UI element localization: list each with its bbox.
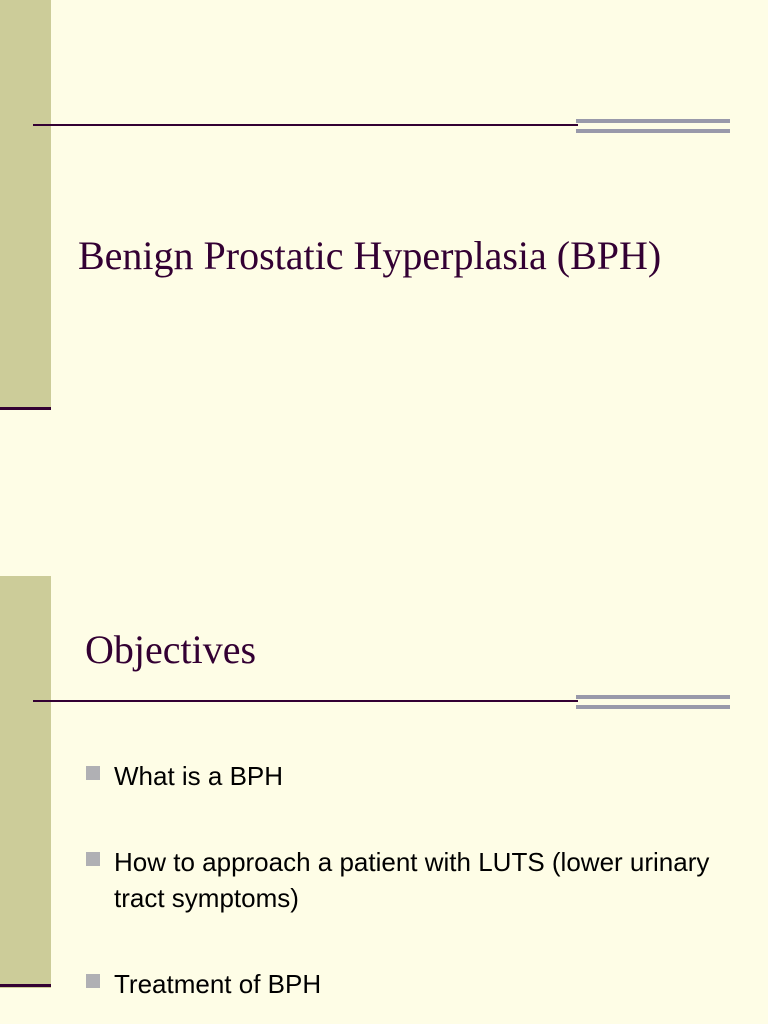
slide2-accent-bar-lower: [576, 705, 730, 709]
list-item-text: Treatment of BPH: [114, 969, 322, 999]
list-item-text: What is a BPH: [114, 761, 284, 791]
slide1-title: Benign Prostatic Hyperplasia (BPH): [78, 233, 662, 278]
list-item-text: How to approach a patient with LUTS (lower urinary tract symptoms): [114, 847, 710, 913]
objectives-list: [86, 758, 726, 1002]
square-bullet-icon: [86, 766, 100, 780]
slide2-accent-bar: [576, 695, 730, 699]
list-item: [86, 844, 726, 916]
slide2-sidebar-tick: [0, 984, 51, 987]
slide2-sidebar: [0, 576, 51, 988]
slide1-divider-line: [33, 124, 578, 126]
list-item: [86, 758, 726, 794]
slide1-sidebar-tick: [0, 407, 51, 410]
slide2-heading: Objectives: [85, 627, 257, 672]
slide1-accent-bar: [576, 119, 730, 123]
list-item: [86, 966, 726, 1002]
square-bullet-icon: [86, 974, 100, 988]
slide1-sidebar: [0, 0, 51, 410]
square-bullet-icon: [86, 852, 100, 866]
slide1-accent-bar-lower: [576, 129, 730, 133]
slide2-divider-line: [33, 700, 578, 702]
